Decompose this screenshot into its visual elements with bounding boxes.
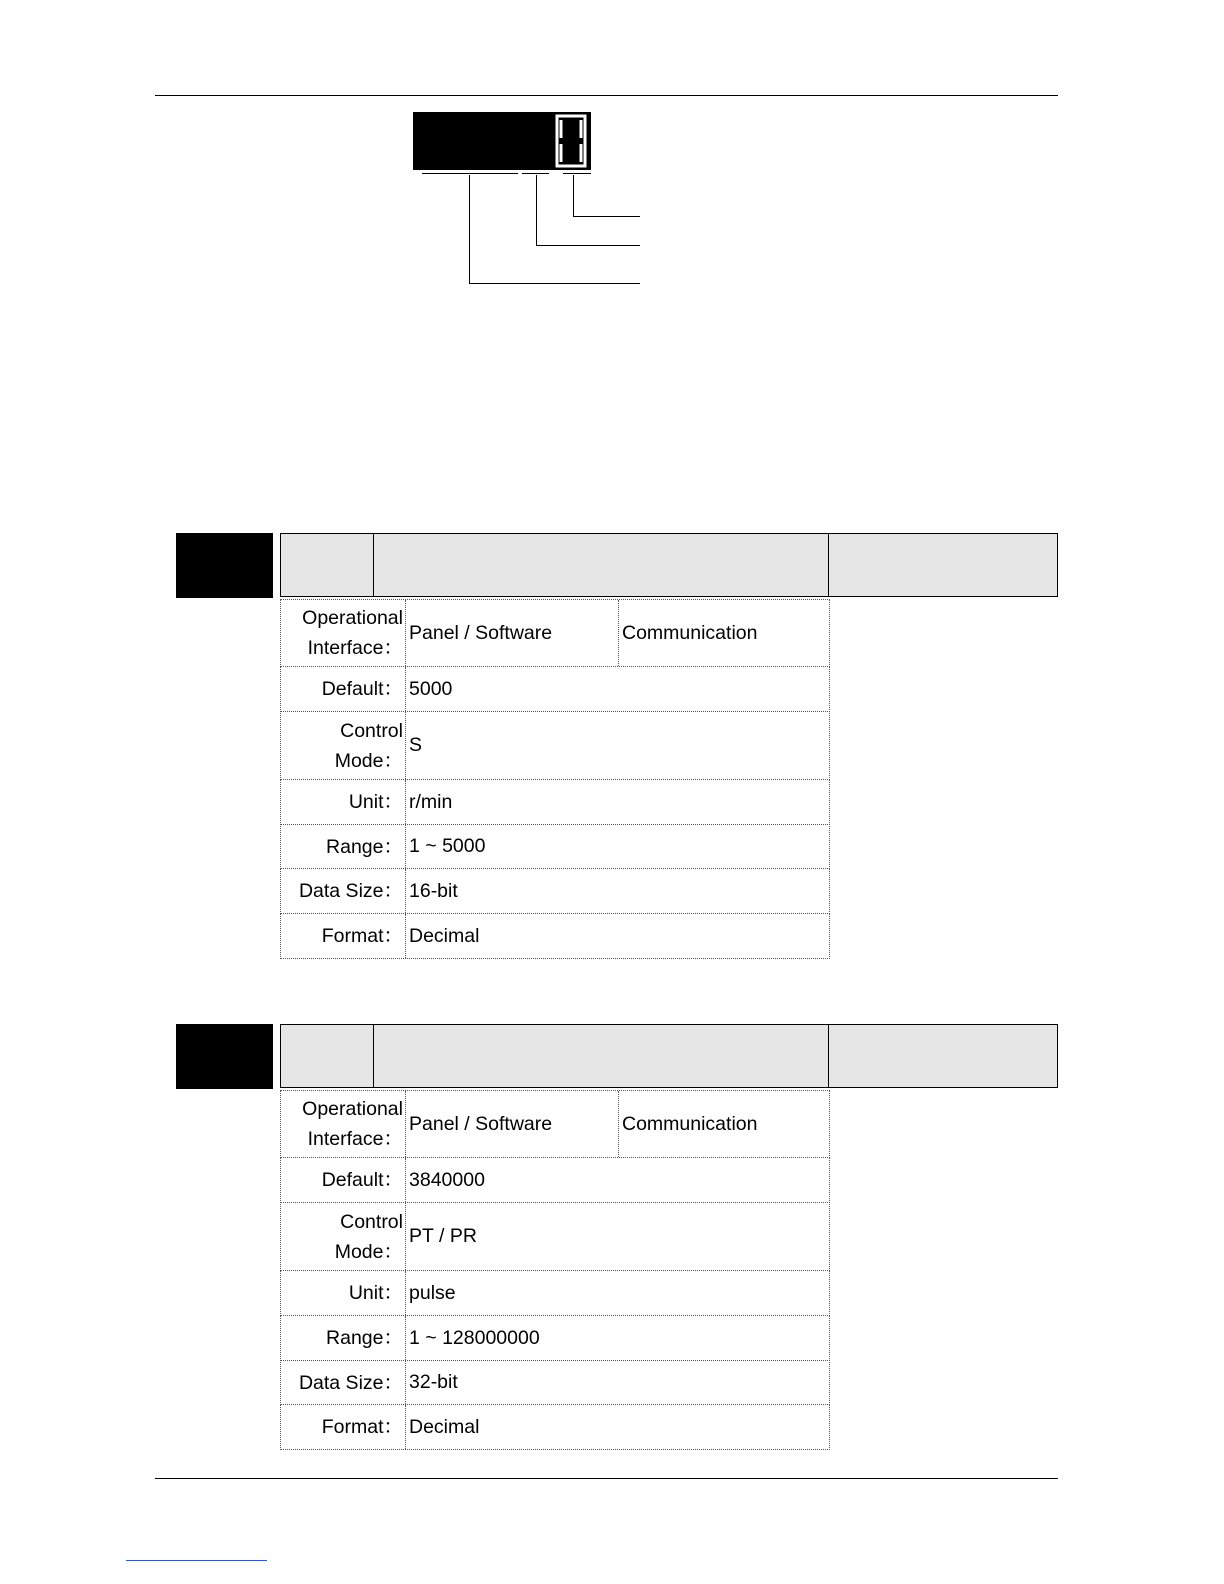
parameter-tag	[176, 533, 273, 598]
leader-line-1-vertical	[573, 175, 574, 216]
range-label: Range：	[281, 1316, 406, 1360]
parameter-name-cell	[373, 1024, 829, 1088]
default-row	[280, 1157, 830, 1203]
format-value: Decimal	[409, 1415, 480, 1438]
unit-label: Unit：	[281, 780, 406, 824]
seven-segment-digit-zero	[551, 112, 591, 170]
control-mode-row	[280, 711, 830, 780]
format-row	[280, 1404, 830, 1450]
data-size-row	[280, 868, 830, 914]
footer-rule	[155, 1478, 1058, 1479]
leader-line-1-horizontal	[573, 216, 640, 217]
parameter-address-cell	[828, 533, 1058, 597]
unit-value: pulse	[409, 1281, 456, 1304]
data-size-label: Data Size：	[281, 1361, 406, 1404]
interface-label-line1: Operational	[302, 1098, 403, 1120]
format-label: Format：	[281, 914, 406, 958]
digit-group-underline-1	[422, 173, 518, 174]
interface-panel-value: Panel / Software	[409, 600, 619, 666]
interface-row	[280, 1090, 830, 1158]
control-mode-value: PT / PR	[409, 1225, 477, 1247]
format-value: Decimal	[409, 924, 480, 947]
unit-label: Unit：	[281, 1271, 406, 1315]
interface-label-line1: Operational	[302, 607, 403, 629]
interface-comm-value: Communication	[622, 1112, 758, 1135]
leader-line-2-horizontal	[536, 245, 640, 246]
format-label: Format：	[281, 1405, 406, 1449]
default-label: Default：	[281, 1158, 406, 1202]
parameter-tag	[176, 1024, 273, 1089]
parameter-attributes	[280, 599, 830, 959]
unit-row	[280, 1270, 830, 1316]
parameter-attributes	[280, 1090, 830, 1450]
leader-line-2-vertical	[536, 175, 537, 245]
range-value: 1 ~ 5000	[409, 835, 486, 857]
leader-line-3-vertical	[469, 175, 470, 283]
interface-row	[280, 599, 830, 667]
interface-panel-value: Panel / Software	[409, 1091, 619, 1157]
control-label-line2: Mode：	[334, 1240, 403, 1263]
digit-group-underline-3	[563, 173, 591, 174]
range-row	[280, 1315, 830, 1361]
data-size-value: 16-bit	[409, 879, 458, 902]
parameter-name-cell	[373, 533, 829, 597]
format-row	[280, 913, 830, 959]
control-label-line1: Control	[340, 1210, 403, 1233]
unit-value: r/min	[409, 790, 453, 813]
interface-label-line2: Interface：	[307, 1128, 403, 1150]
parameter-code-cell	[280, 533, 374, 597]
default-row	[280, 666, 830, 712]
seven-segment-display	[413, 112, 591, 170]
range-value: 1 ~ 128000000	[409, 1326, 540, 1349]
control-mode-row	[280, 1202, 830, 1271]
range-row	[280, 824, 830, 869]
parameter-code-cell	[280, 1024, 374, 1088]
control-mode-value: S	[409, 734, 423, 756]
interface-comm-value: Communication	[622, 621, 758, 644]
data-size-label: Data Size：	[281, 869, 406, 913]
interface-label-line2: Interface：	[307, 637, 403, 659]
header-rule	[155, 95, 1058, 96]
digit-group-underline-2	[522, 173, 549, 174]
leader-line-3-horizontal	[469, 283, 640, 284]
range-label: Range：	[281, 825, 406, 868]
data-size-value: 32-bit	[409, 1371, 458, 1393]
data-size-row	[280, 1360, 830, 1405]
default-value: 5000	[409, 677, 453, 700]
parameter-address-cell	[828, 1024, 1058, 1088]
control-label-line1: Control	[340, 719, 403, 742]
default-label: Default：	[281, 667, 406, 711]
control-label-line2: Mode：	[334, 749, 403, 772]
default-value: 3840000	[409, 1168, 485, 1191]
footer-link-underline[interactable]	[126, 1560, 267, 1561]
unit-row	[280, 779, 830, 825]
